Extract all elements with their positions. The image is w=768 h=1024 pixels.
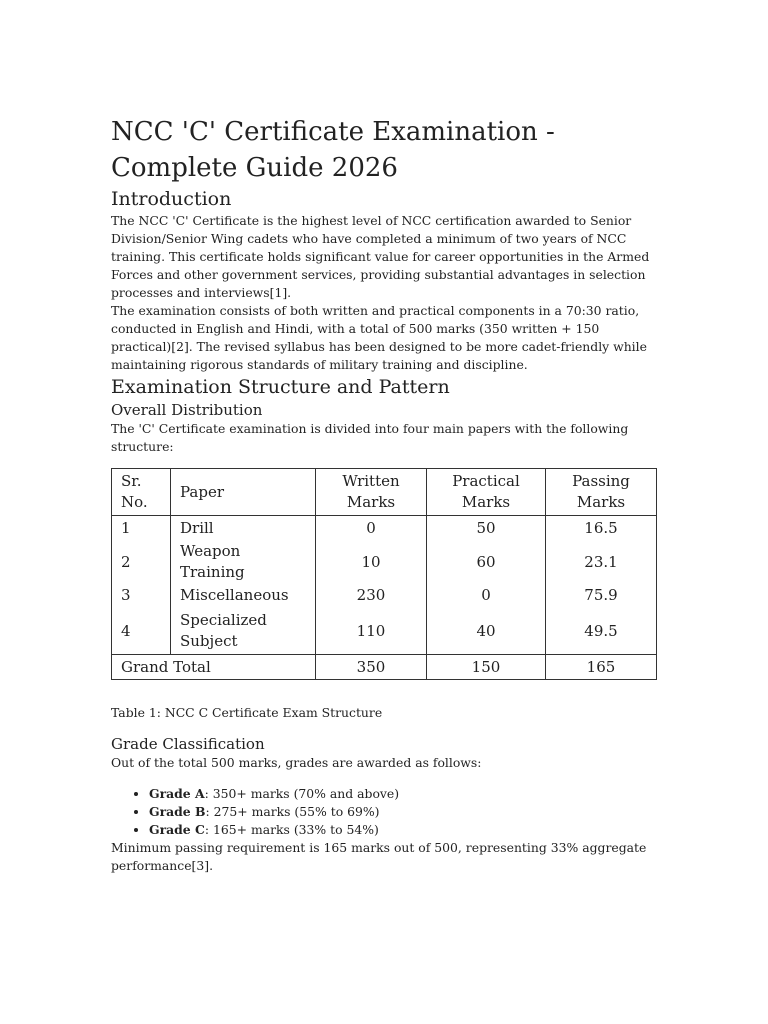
structure-heading: Examination Structure and Pattern <box>111 376 450 398</box>
overall-distribution-heading: Overall Distribution <box>111 401 263 419</box>
header-passing-marks: Passing Marks <box>546 469 657 516</box>
cell-written: 10 <box>316 541 427 583</box>
cell-practical: 0 <box>427 583 546 608</box>
cell-total-passing: 165 <box>546 655 657 680</box>
cell-passing: 23.1 <box>546 541 657 583</box>
introduction-heading: Introduction <box>111 188 232 210</box>
table-row <box>112 541 657 583</box>
introduction-paragraph-2: The examination consists of both written and practical components in a 70:30 ratio, conducted in English and Hindi, with a total of 500 marks (350 written + 150 practical)[2]. The revised syllabus has been designed to be more cadet-friendly while maintaining rigorous standards of military training and discipline. <box>111 303 647 372</box>
cell-sr-no: 1 <box>112 516 171 542</box>
cell-passing: 75.9 <box>546 583 657 608</box>
document-content <box>111 114 656 875</box>
list-item <box>149 785 656 803</box>
cell-total-written: 350 <box>316 655 427 680</box>
cell-total-practical: 150 <box>427 655 546 680</box>
cell-practical: 50 <box>427 516 546 542</box>
table-header-row <box>112 469 657 516</box>
cell-passing: 16.5 <box>546 516 657 542</box>
cell-written: 230 <box>316 583 427 608</box>
cell-passing: 49.5 <box>546 608 657 655</box>
cell-sr-no: 3 <box>112 583 171 608</box>
document-title: NCC 'C' Certificate Examination - Complete Guide 2026 <box>111 117 555 183</box>
cell-written: 0 <box>316 516 427 542</box>
table-caption: Table 1: NCC C Certificate Exam Structure <box>111 705 383 720</box>
cell-paper: Drill <box>171 516 316 542</box>
cell-paper: Miscellaneous <box>171 583 316 608</box>
header-practical-marks: Practical Marks <box>427 469 546 516</box>
table-total-row <box>112 655 657 680</box>
grade-classification-heading: Grade Classification <box>111 735 265 754</box>
table-row <box>112 583 657 608</box>
header-paper: Paper <box>171 469 316 516</box>
grade-label: Grade C <box>149 822 205 838</box>
introduction-paragraph-1: The NCC 'C' Certificate is the highest level of NCC certification awarded to Senior Division/Senior Wing cadets who have completed a minimum of two years of NCC training. This certificate holds significant value for career opportunities in the Armed Forces and other government services, providing substantial advantages in selection processes and interviews[1]. <box>111 213 650 300</box>
cell-written: 110 <box>316 608 427 655</box>
table-row <box>112 516 657 542</box>
cell-practical: 40 <box>427 608 546 655</box>
cell-paper: Specialized Subject <box>171 608 316 655</box>
grade-intro-paragraph: Out of the total 500 marks, grades are awarded as follows: <box>111 755 482 771</box>
list-item <box>149 803 656 821</box>
cell-paper: Weapon Training <box>171 541 316 583</box>
header-written-marks: Written Marks <box>316 469 427 516</box>
overall-distribution-paragraph: The 'C' Certificate examination is divided into four main papers with the following structure: <box>111 421 629 454</box>
grade-text: : 275+ marks (55% to 69%) <box>205 804 380 820</box>
table-row <box>112 608 657 655</box>
cell-sr-no: 2 <box>112 541 171 583</box>
list-item <box>149 821 656 839</box>
cell-practical: 60 <box>427 541 546 583</box>
grade-label: Grade B <box>149 804 206 820</box>
header-sr-no: Sr. No. <box>112 469 171 516</box>
cell-sr-no: 4 <box>112 608 171 655</box>
grade-label: Grade A <box>149 786 205 802</box>
grade-text: : 350+ marks (70% and above) <box>204 786 400 802</box>
grade-text: : 165+ marks (33% to 54%) <box>204 822 379 838</box>
grade-list <box>111 785 656 839</box>
exam-structure-table <box>111 468 657 680</box>
minimum-passing-paragraph: Minimum passing requirement is 165 marks out of 500, representing 33% aggregate performance[3]. <box>111 840 647 874</box>
cell-grand-total-label: Grand Total <box>112 655 316 680</box>
